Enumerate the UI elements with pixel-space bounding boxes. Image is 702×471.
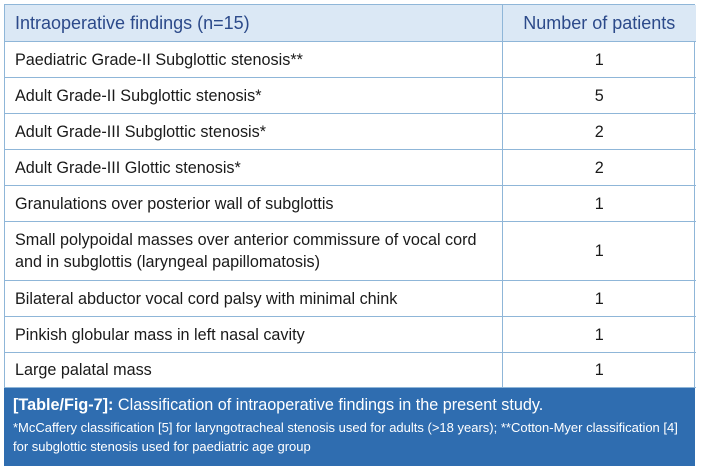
finding-cell: Large palatal mass [5, 353, 502, 388]
count-cell: 1 [502, 186, 696, 222]
table-caption [4, 388, 695, 466]
header-findings: Intraoperative findings (n=15) [5, 5, 502, 42]
count-cell: 1 [502, 222, 696, 281]
finding-cell: Adult Grade-III Subglottic stenosis* [5, 114, 502, 150]
finding-cell: Paediatric Grade-II Subglottic stenosis** [5, 42, 502, 78]
finding-cell: Adult Grade-III Glottic stenosis* [5, 150, 502, 186]
count-cell: 1 [502, 317, 696, 353]
table-row [5, 42, 696, 78]
table-row [5, 353, 696, 388]
caption-label: [Table/Fig-7]: [13, 396, 114, 414]
table-header-row [5, 5, 696, 42]
table-row [5, 114, 696, 150]
table-row [5, 281, 696, 317]
findings-table [5, 5, 696, 388]
count-cell: 2 [502, 150, 696, 186]
table-row [5, 186, 696, 222]
finding-cell: Adult Grade-II Subglottic stenosis* [5, 78, 502, 114]
count-cell: 1 [502, 281, 696, 317]
table-row [5, 78, 696, 114]
caption-notes: *McCaffery classification [5] for laryngotracheal stenosis used for adults (>18 years); **Cotton-Myer classification [4] for subglottic stenosis used for paediatric age group [13, 420, 678, 454]
finding-cell: Bilateral abductor vocal cord palsy with minimal chink [5, 281, 502, 317]
table-row [5, 150, 696, 186]
finding-cell: Granulations over posterior wall of subglottis [5, 186, 502, 222]
finding-cell: Pinkish globular mass in left nasal cavity [5, 317, 502, 353]
table-row [5, 222, 696, 281]
count-cell: 1 [502, 353, 696, 388]
caption-title [13, 394, 686, 416]
finding-cell: Small polypoidal masses over anterior commissure of vocal cord and in subglottis (laryngeal papillomatosis) [5, 222, 502, 281]
table-row [5, 317, 696, 353]
count-cell: 1 [502, 42, 696, 78]
count-cell: 2 [502, 114, 696, 150]
findings-table-container [4, 4, 695, 389]
header-patients: Number of patients [502, 5, 696, 42]
count-cell: 5 [502, 78, 696, 114]
caption-text: Classification of intraoperative findings in the present study. [117, 396, 544, 414]
